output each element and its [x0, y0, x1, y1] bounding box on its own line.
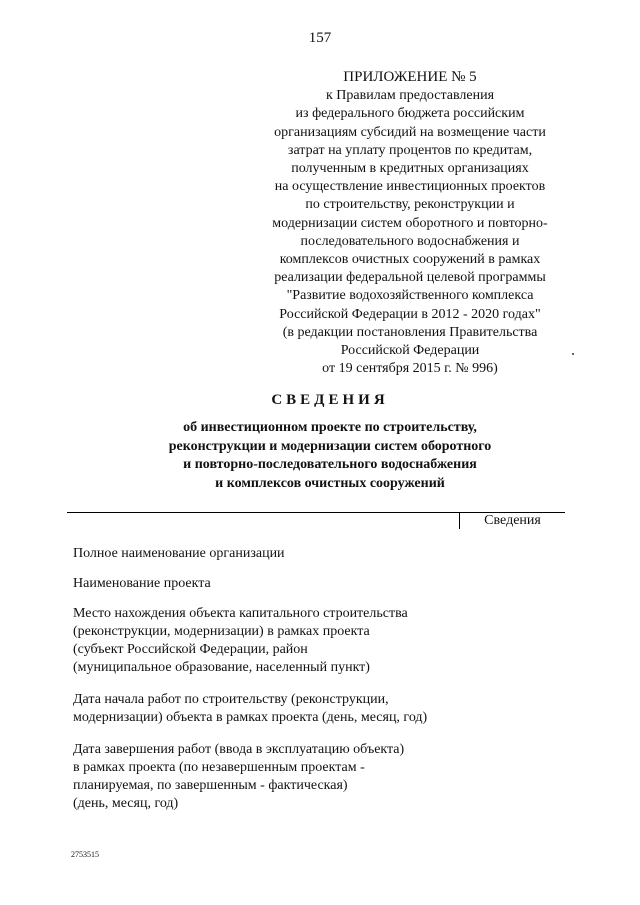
field-line: Дата начала работ по строительству (реконструкции, [73, 692, 389, 707]
footer-document-code: 2753515 [71, 850, 99, 859]
field-location [73, 605, 493, 677]
table-header [67, 512, 565, 532]
appendix-line: по строительству, реконструкции и [305, 197, 515, 213]
appendix-line: комплексов очистных сооружений в рамках [279, 252, 541, 268]
field-line: (муниципальное образование, населенный пункт) [73, 660, 370, 675]
field-organization-name [73, 545, 493, 563]
appendix-line: полученным в кредитных организациях [291, 161, 529, 177]
appendix-line: (в редакции постановления Правительства [282, 324, 538, 340]
appendix-title: ПРИЛОЖЕНИЕ № 5 [343, 69, 477, 85]
page-number: 157 [308, 30, 332, 46]
margin-mark [572, 353, 574, 355]
appendix-line: затрат на уплату процентов по кредитам, [287, 142, 533, 158]
document-subheading [110, 419, 550, 493]
field-line: (субъект Российской Федерации, район [73, 642, 308, 657]
field-line: Наименование проекта [73, 576, 211, 591]
field-start-date [73, 691, 493, 727]
appendix-line: последовательного водоснабжения и [300, 233, 520, 249]
field-line: Место нахождения объекта капитального строительства [73, 606, 408, 621]
appendix-block [230, 68, 590, 378]
field-line: Полное наименование организации [73, 546, 285, 561]
form-fields [73, 545, 493, 813]
document-heading: СВЕДЕНИЯ [271, 392, 389, 408]
field-line: модернизации) объекта в рамках проекта (день, месяц, год) [73, 710, 428, 725]
appendix-line: к Правилам предоставления [325, 88, 495, 104]
field-line: (реконструкции, модернизации) в рамках проекта [73, 624, 370, 639]
field-line: планируемая, по завершенным - фактическая) [73, 778, 348, 793]
field-project-name [73, 575, 493, 593]
appendix-line: организациям субсидий на возмещение части [274, 124, 546, 140]
appendix-line: от 19 сентября 2015 г. № 996) [322, 361, 498, 377]
subheading-line: реконструкции и модернизации систем оборотного [168, 438, 492, 454]
appendix-line: на осуществление инвестиционных проектов [274, 179, 546, 195]
subheading-line: об инвестиционном проекте по строительству, [183, 420, 477, 435]
appendix-line: из федерального бюджета российским [295, 106, 525, 122]
appendix-line: Российской Федерации в 2012 - 2020 годах" [279, 306, 541, 322]
appendix-line: реализации федеральной целевой программы [274, 270, 546, 286]
subheading-line: и комплексов очистных сооружений [215, 475, 445, 491]
field-end-date [73, 741, 493, 813]
appendix-line: модернизации систем оборотного и повторно- [272, 215, 548, 231]
subheading-line: и повторно-последовательного водоснабжения [183, 457, 477, 472]
field-line: в рамках проекта (по незавершенным проектам - [73, 760, 365, 775]
column-header-svedeniya: Сведения [484, 513, 541, 528]
appendix-line: Российской Федерации [340, 343, 480, 359]
appendix-line: "Развитие водохозяйственного комплекса [286, 288, 534, 304]
field-line: (день, месяц, год) [73, 796, 179, 811]
field-line: Дата завершения работ (ввода в эксплуатацию объекта) [73, 742, 405, 757]
